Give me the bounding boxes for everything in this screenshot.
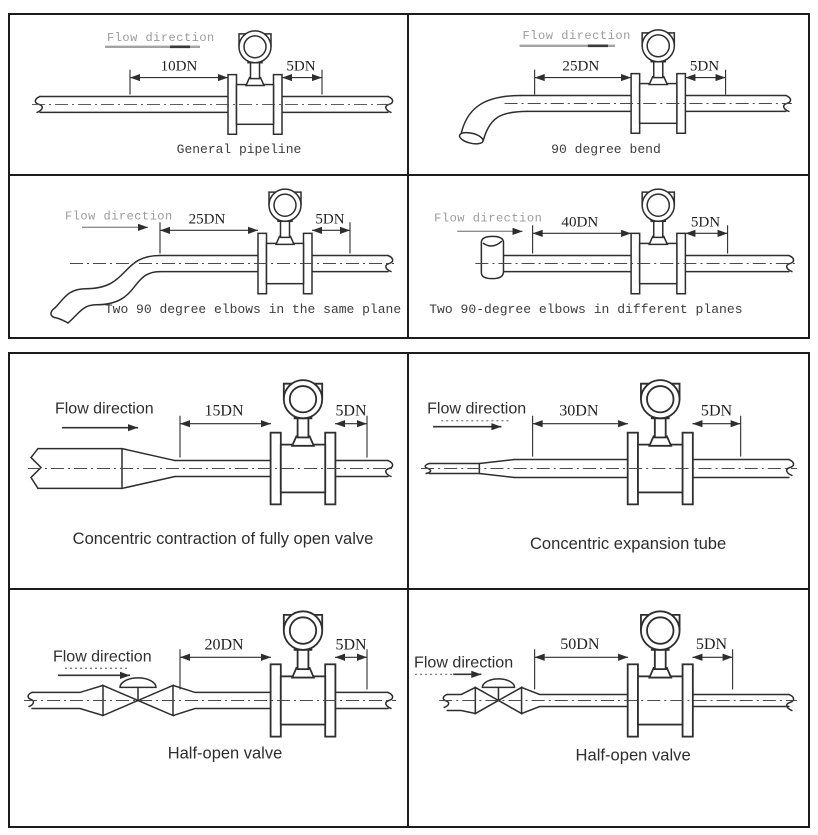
pipeline-drawing [439,611,797,736]
upstream-dimension [180,403,271,458]
pipe-diagram-half-open-valve-50dn [409,590,808,826]
pipe-diagram-90-degree-bend [409,15,808,174]
downstream-dimension-label: 5DN [690,214,721,231]
flow-meter [271,611,336,736]
flow-direction-label: Flow direction [107,30,215,45]
upstream-dimension-label: 25DN [188,211,226,228]
pipeline-drawing [458,30,792,146]
flow-direction-indicator [414,653,513,674]
downstream-dimension [335,636,367,689]
valve-symbol [475,679,521,714]
flow-meter [258,189,312,294]
flow-direction-label: Flow direction [53,647,152,666]
upstream-dimension [535,59,631,95]
pipe-open-end [458,131,484,146]
downstream-dimension-label: 5DN [335,402,367,420]
cell-caption: Concentric contraction of fully open valve [72,530,374,549]
pipe-diagram-elbows-different-planes [409,176,808,337]
flow-meter [631,30,685,133]
cell-concentric-expansion [409,354,808,590]
cell-caption: Concentric expansion tube [529,535,727,554]
downstream-dimension-label: 5DN [695,636,728,654]
cell-caption: Two 90 degree elbows in the same plane [104,301,402,317]
flow-meter [228,31,282,134]
cell-caption: General pipeline [176,142,302,158]
table-elbow-configurations [8,13,810,339]
flow-direction-indicator [55,401,154,428]
cell-caption: Half-open valve [167,743,283,763]
upstream-dimension [535,636,628,689]
downstream-dimension [335,403,367,458]
flow-direction-indicator [520,29,631,46]
downstream-dimension-label: 5DN [335,636,367,654]
flow-direction-label: Flow direction [434,211,543,226]
flow-direction-indicator [105,31,215,47]
cell-caption: 90 degree bend [551,142,661,158]
cell-caption: Two 90-degree elbows in different planes [429,301,743,317]
valve-symbol [103,678,173,716]
cell-concentric-contraction [10,354,409,590]
flow-direction-indicator [53,647,152,675]
flow-direction-indicator [65,209,173,227]
upstream-dimension [533,403,628,457]
upstream-dimension [130,59,228,95]
flow-meter [271,380,336,504]
flow-meter [628,380,693,504]
cell-half-open-valve-50dn [409,590,808,826]
flow-direction-label: Flow direction [55,400,154,418]
downstream-dimension-label: 5DN [315,211,345,228]
flow-meter [631,189,685,294]
pipeline-drawing [475,189,795,294]
flow-meter [628,611,693,736]
flow-direction-indicator [434,211,542,231]
flow-direction-label: Flow direction [427,400,527,418]
upstream-dimension [180,636,271,689]
downstream-dimension-label: 5DN [689,58,720,75]
upstream-dimension-label: 25DN [562,58,600,75]
pipe-diagram-elbows-same-plane [10,176,407,337]
downstream-dimension-label: 5DN [700,402,733,420]
upstream-dimension [160,211,258,253]
upstream-dimension-label: 30DN [559,402,599,420]
pipe-diagram-concentric-contraction [10,354,407,588]
upstream-dimension-label: 20DN [204,636,244,654]
pipeline-drawing [32,31,394,134]
flow-direction-indicator [427,401,526,427]
pipe-diagram-concentric-expansion [409,354,808,588]
downstream-dimension [685,214,727,253]
upstream-dimension-label: 10DN [160,58,198,75]
downstream-dimension [282,59,322,95]
upstream-dimension [533,214,631,253]
flow-direction-label: Flow direction [65,209,173,224]
cell-90-degree-bend [409,15,808,176]
pipeline-drawing [24,611,396,736]
downstream-dimension-label: 5DN [286,58,316,75]
downstream-dimension [685,59,725,95]
upstream-dimension-label: 40DN [561,214,599,231]
cell-general-pipeline [10,15,409,176]
pipeline-drawing [28,380,396,504]
cell-caption: Half-open valve [575,745,691,765]
upstream-dimension-label: 50DN [560,636,600,654]
flow-direction-label: Flow direction [522,28,631,43]
pipe-diagram-general-pipeline [10,15,407,174]
upstream-dimension-label: 15DN [204,402,244,420]
downstream-dimension [692,636,732,689]
table-valve-and-transition-configurations [8,352,810,828]
cell-half-open-valve-20dn [10,590,409,826]
cell-two-elbows-different-planes [409,176,808,337]
downstream-dimension [312,211,350,253]
cell-two-elbows-same-plane [10,176,409,337]
downstream-dimension [692,403,740,457]
flow-direction-label: Flow direction [414,653,514,672]
pipe-diagram-half-open-valve-20dn [10,590,407,826]
